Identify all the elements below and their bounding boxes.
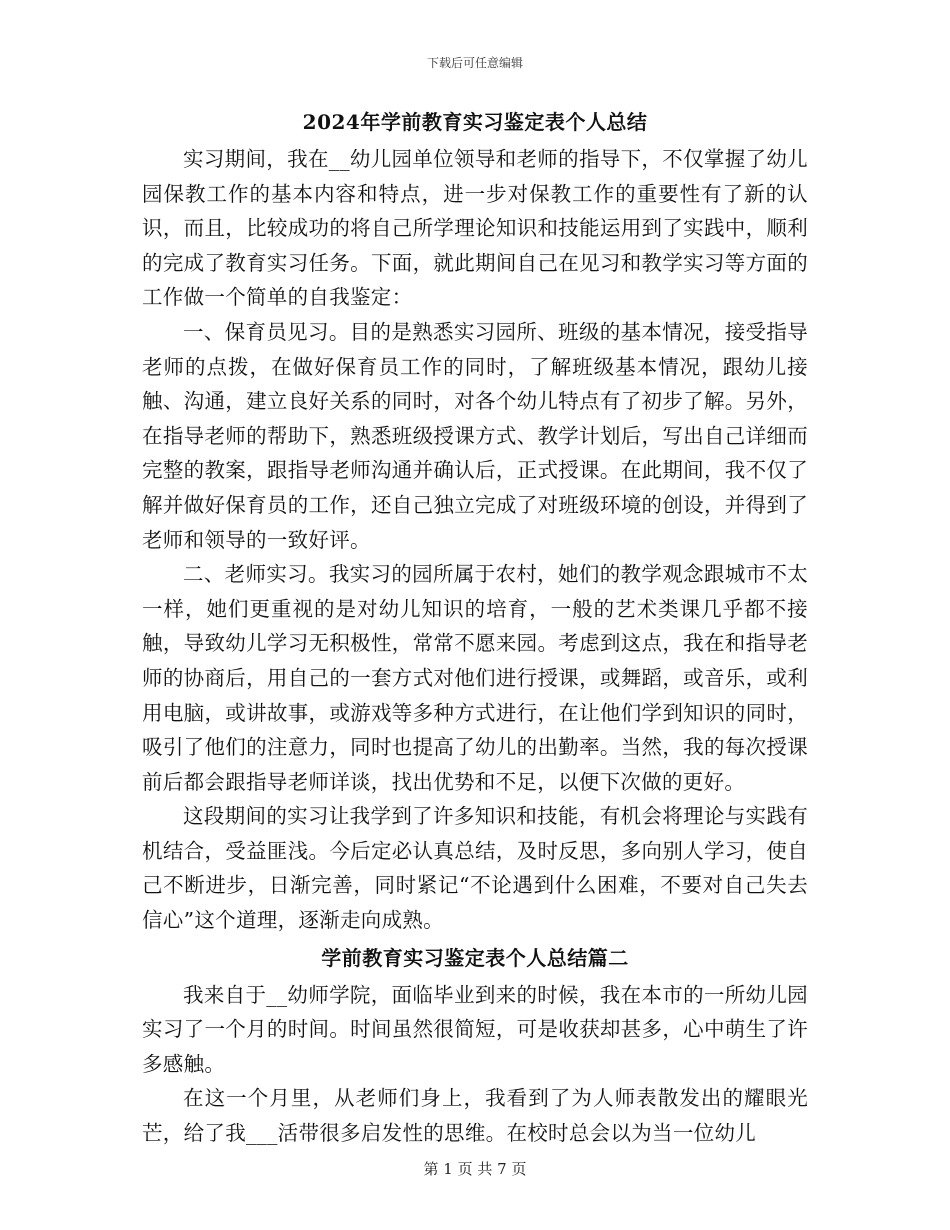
paragraph-part-two-month: 在这一个月里，从老师们身上，我看到了为人师表散发出的耀眼光芒，给了我___活带很多启发性的思维。在校时总会以为当一位幼儿 [142,1086,808,1146]
paragraph-nursery-assistant: 一、保育员见习。目的是熟悉实习园所、班级的基本情况，接受指导老师的点拨，在做好保育员工作的同时，了解班级基本情况，跟幼儿接触、沟通，建立良好关系的同时，对各个幼儿特点有了初步了解。另外，在指导老师的帮助下，熟悉班级授课方式、教学计划后，写出自己详细而完整的教案，跟指导老师沟通并确认后，正式授课。在此期间，我不仅了解并做好保育员的工作，还自己独立完成了对班级环境的创设，并得到了老师和领导的一致好评。 [142,319,808,552]
document-body [142,102,808,1151]
paragraph-teacher-internship: 二、老师实习。我实习的园所属于农村，她们的教学观念跟城市不太一样，她们更重视的是对幼儿知识的培育，一般的艺术类课几乎都不接触，导致幼儿学习无积极性，常常不愿来园。考虑到这点，我在和指导老师的协商后，用自己的一套方式对他们进行授课，或舞蹈，或音乐，或利用电脑，或讲故事，或游戏等多种方式进行，在让他们学到知识的同时，吸引了他们的注意力，同时也提高了幼儿的出勤率。当然，我的每次授课前后都会跟指导老师详谈，找出优势和不足，以便下次做的更好。 [142,562,808,794]
paragraph-part-two-intro: 我来自于__幼师学院，面临毕业到来的时候，我在本市的一所幼儿园实习了一个月的时间。时间虽然很简短，可是收获却甚多，心中萌生了许多感触。 [142,982,808,1076]
page-number: 第 1 页 共 7 页 [423,1160,527,1178]
header-note: 下载后可任意编辑 [426,56,523,70]
paragraph-conclusion: 这段期间的实习让我学到了许多知识和技能，有机会将理论与实践有机结合，受益匪浅。今后定必认真总结，及时反思，多向别人学习，使自己不断进步，日渐完善，同时紧记“不论遇到什么困难，不要对自己失去信心”这个道理，逐渐走向成熟。 [142,804,808,933]
paragraph-intro: 实习期间，我在__幼儿园单位领导和老师的指导下，不仅掌握了幼儿园保教工作的基本内容和特点，进一步对保教工作的重要性有了新的认识，而且，比较成功的将自己所学理论知识和技能运用到了实践中，顺利的完成了教育实习任务。下面，就此期间自己在见习和教学实习等方面的工作做一个简单的自我鉴定： [142,147,808,310]
section-title-part-two: 学前教育实习鉴定表个人总结篇二 [321,945,629,970]
document-title: 2024年学前教育实习鉴定表个人总结 [302,110,648,134]
